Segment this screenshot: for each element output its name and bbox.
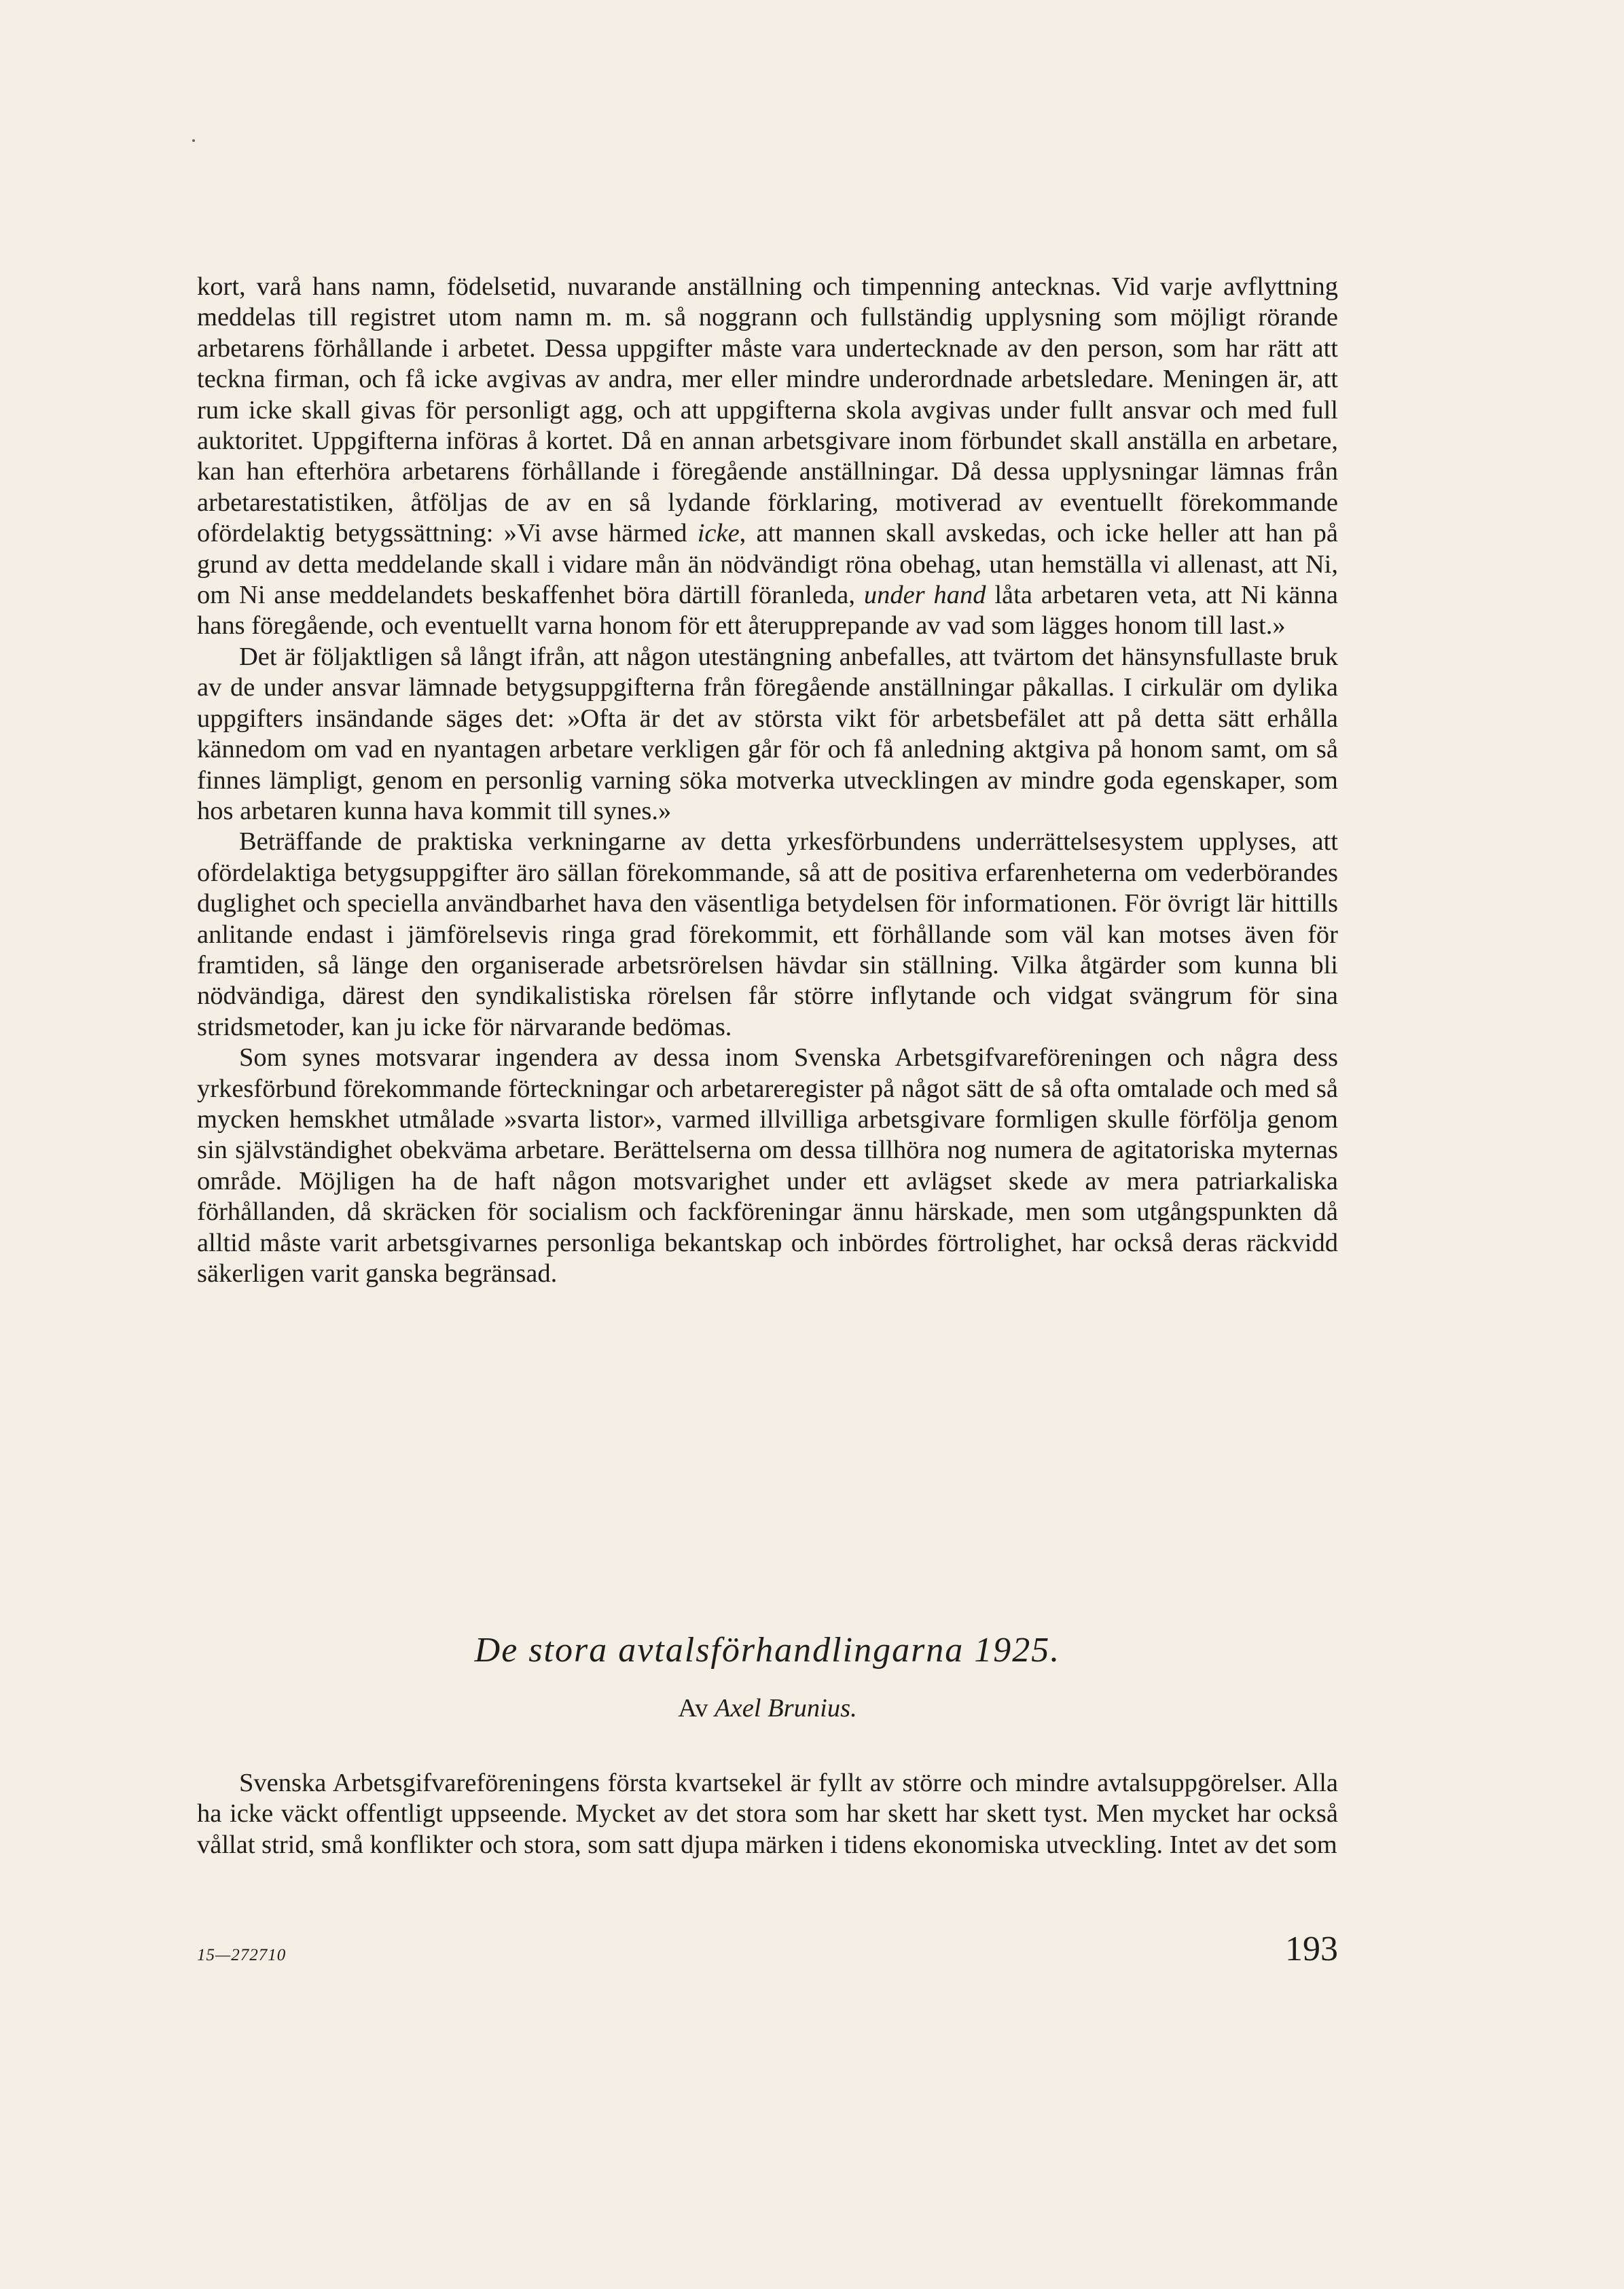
paragraph-4: Som synes motsvarar ingendera av dessa inom Svenska Arbetsgifvareföreningen och några dess yrkesförbund förekommande förteckningar och arbetareregister på något sätt de så ofta omtalade och med så mycken hemskhet utmålade »svarta listor», varmed illvilliga arbetsgivare formligen skulle förfölja genom sin självständighet obekväma arbetare. Berättelserna om dessa tillhöra nog numera de agitatoriska myternas område. Möjligen ha de haft någon motsvarighet under ett avlägset skede av mera patriarkaliska förhållanden, då skräcken för socialism och fackföreningar ännu härskade, men som utgångspunkten då alltid måste varit arbetsgivarnes personliga bekantskap och inbördes förtrolighet, har också deras räckvidd säkerligen varit ganska begränsad. — [197, 1043, 1338, 1288]
byline-author: Axel Brunius. — [715, 1694, 857, 1723]
paragraph-3: Beträffande de praktiska verkningarne av detta yrkesförbundens underrättelsesystem upplyses, att ofördelaktiga betygsuppgifter äro sällan förekommande, så att de positiva erfarenheterna om vederbörandes duglighet och speciella användbarhet hava den väsentliga betydelsen för informationen. För övrigt lär hittills anlitande endast i jämförelsevis ringa grad förekommit, ett förhållande som väl kan motses även för framtiden, så länge den organiserade arbetsrörelsen hävdar sin ställning. Vilka åtgärder som kunna bli nödvändiga, därest den syndikalistiska rörelsen får större inflytande och vidgat svängrum för sina stridsmetoder, kan ju icke för närvarande bedömas. — [197, 827, 1338, 1041]
page-number: 193 — [1285, 1930, 1338, 1968]
paragraph-2: Det är följaktligen så långt ifrån, att någon utestängning anbefalles, att tvärtom det hänsynsfullaste bruk av de under ansvar lämnade betygsuppgifterna från föregående anställningar påkallas. I cirkulär om dylika uppgifters insändande säges det: »Ofta är det av största vikt för arbetsbefälet att på detta sätt erhålla kännedom om vad en nyantagen arbetare verkligen går för och få anledning aktgiva på honom samt, om så finnes lämpligt, genom en personlig varning söka motverka utvecklingen av mindre goda egenskaper, som hos arbetaren kunna hava kommit till synes.» — [197, 642, 1338, 825]
byline — [197, 1693, 1338, 1724]
speck-mark — [192, 139, 195, 142]
article-heading: De stora avtalsförhandlingarna 1925. — [474, 1631, 1061, 1670]
byline-prefix: Av — [678, 1694, 708, 1723]
paragraph-1-part-5: låta arbetaren veta, att Ni känna hans föregående, och eventuellt varna honom för ett återupprepande av vad som lägges honom till last.» — [197, 581, 1338, 641]
emphasis-under-hand: under hand — [863, 581, 986, 610]
paragraph-1 — [197, 272, 1338, 642]
emphasis-icke: icke — [697, 519, 740, 548]
print-code: 15—272710 — [197, 1946, 287, 1964]
paragraph-1-part-3: , att mannen skall avskedas, och icke heller att han på grund av detta meddelande skall i vidare mån än nödvändigt röna obehag, utan hemställa vi allenast, att Ni, om Ni anse meddelandets beskaffenhet böra därtill föranleda, — [197, 519, 1338, 610]
paragraph-5: Svenska Arbetsgifvareföreningens första kvartsekel är fyllt av större och mindre avtalsuppgörelser. Alla ha icke väckt offentligt uppseende. Mycket av det stora som har skett har skett tyst. Men mycket har också vållat strid, små konflikter och stora, som satt djupa märken i tidens ekonomiska utveckling. Intet av det som — [197, 1769, 1338, 1859]
body-section-1 — [197, 272, 1338, 1289]
body-section-2 — [197, 1768, 1338, 1860]
paragraph-1-part-1: kort, varå hans namn, födelsetid, nuvarande anställning och timpenning antecknas. Vid varje avflyttning meddelas till registret utom namn m. m. så noggrann och fullständig upplysning som möjligt rörande arbetarens förhållande i arbetet. Dessa uppgifter måste vara undertecknade av den person, som har rätt att teckna firman, och få icke avgivas av andra, mer eller mindre underordnade arbetsledare. Meningen är, att rum icke skall givas för personligt agg, och att uppgifterna skola avgivas under fullt ansvar och med full auktoritet. Uppgifterna införas å kortet. Då en annan arbetsgivare inom förbundet skall anställa en arbetare, kan han efterhöra arbetarens förhållande i föregående anställningar. Då dessa upplysningar lämnas från arbetarestatistiken, åtföljas de av en så lydande förklaring, motiverad av eventuellt förekommande ofördelaktig betygssättning: »Vi avse härmed — [197, 272, 1338, 548]
